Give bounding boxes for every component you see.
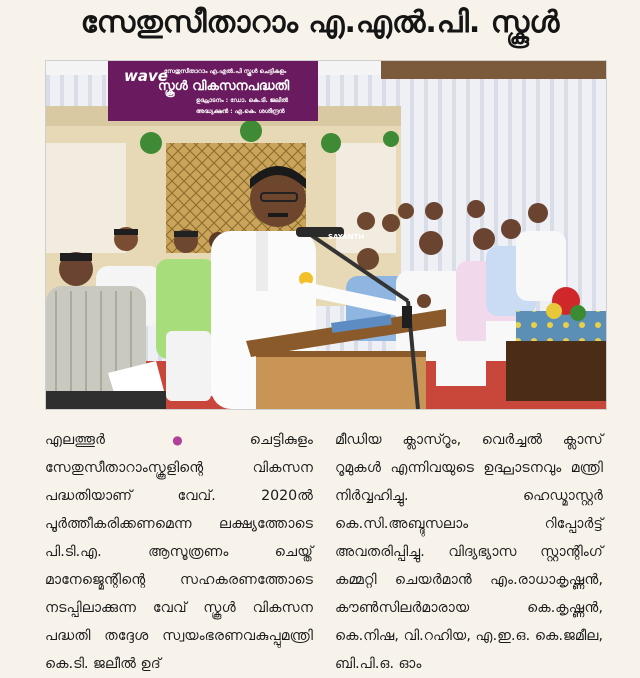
plant-decoration <box>140 132 162 154</box>
plant-decoration <box>240 120 262 142</box>
banner-line3: ഉദ്ഘാടനം : ഡോ. കെ.ടി. ജലീൽ <box>196 97 289 104</box>
dateline-bullet-icon: ● <box>109 433 246 447</box>
page-headline: സേതുസീതാറാം എ.എൽ.പി. സ്കൂൾ <box>80 5 560 40</box>
article-column-right <box>335 426 603 678</box>
banner-title: സ്കൂൾ വികസനപദ്ധതി <box>158 79 290 94</box>
ceiling-light-strip <box>381 61 606 79</box>
banner-line1: സേതുസീതാറാം എ.എൽ.പി സ്കൂൾ ചെട്ടികുളം <box>164 68 287 75</box>
plant-decoration <box>383 131 399 147</box>
mic-label: SAYANTH <box>328 233 365 241</box>
article-column-left <box>45 426 313 678</box>
banner-line4: അദ്ധ്യക്ഷൻ : എ.കെ. ശശീന്ദ്രൻ <box>196 108 285 115</box>
article-dateline: എലത്തൂർ <box>45 432 106 448</box>
news-photo <box>45 60 607 410</box>
plastic-chair <box>166 331 211 401</box>
article-left-text: ചെട്ടികുളം സേതുസീതാറാംസ്കൂളിന്റെ വികസന പദ്ധതിയാണ് വേവ്. 2020ൽ പൂർത്തീകരിക്കണമെന്ന ലക്ഷ്യത്തോടെ പി.ടി.എ. ആസൂത്രണം ചെയ്ത് മാനേജ്മെന്റിന്റെ സഹകരണത്തോടെ നടപ്പിലാക്കുന്ന വേവ് സ്കൂൾ വികസന പദ്ധതി തദ്ദേശ സ്വയംഭരണവകുപ്പുമന്ത്രി കെ.ടി. ജലീൽ ഉദ് <box>45 432 313 672</box>
article-right-text: മീഡിയ ക്ലാസ്റൂം, വെർച്ചൽ ക്ലാസ് റൂമുകൾ എന്നിവയുടെ ഉദ്ഘാടനവും മന്ത്രി നിർവ്വഹിച്ചു. ഹെഡ്മാസ്റ്റർ കെ.സി.അബ്ദുസലാം റിപ്പോർട്ട് അവതരിപ്പിച്ചു. വിദ്യഭ്യാസ സ്റ്റാന്റിംഗ് കമ്മറ്റി ചെയർമാൻ എം.രാധാകൃഷ്ണൻ, കൗൺസിലർമാരായ കെ.കൃഷ്ണൻ, കെ.നിഷ, വി.റഹിയ, എ.ഇ.ഒ. കെ.ജമീല, ബി.പി.ഒ. ഓം <box>335 432 603 672</box>
plant-decoration <box>321 133 341 153</box>
photo-illustration <box>46 61 606 409</box>
banner-brand: wave <box>124 67 168 85</box>
